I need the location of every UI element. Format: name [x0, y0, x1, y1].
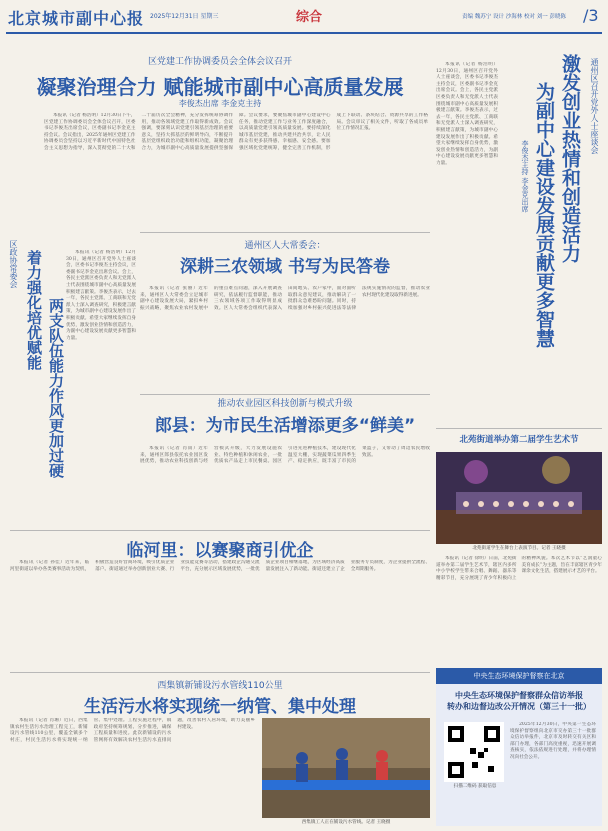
top-story-byline: 李俊杰出席 李金克主持	[178, 99, 262, 108]
music-story-body: 本报讯（记者 徐明）日前，北苑街道举办第二届学生艺术节，辖区内多所中小学校学生带来合唱、舞蹈、器乐等精彩节目，充分展现了青少年积极向上的精神风貌。本次艺术节以“艺润童心 美育成长”为主题，旨在丰富辖区青少年课余文化生活，搭建展示才艺的平台。	[436, 556, 602, 581]
feature-story-body: 本报讯（记者 肖雨）近年来，通州区郎县依托农业园区发展优势，推动农业科技创新与经营模式升级，大力发展设施农业、特色种植和休闲农业，一批优质农产品走上市民餐桌。园区引进先进种植技术，建设现代化温室大棚，实现蔬菜瓜果四季生产、稳定供应，既丰富了市民的菜篮子，又带动了周边农民增收致富。	[140, 446, 430, 465]
bottom-left-story-body: 本报讯（记者 孙佳）近年来，临河里街道以举办各类赛事活动为契机，积极营造良好营商环境，吸引优质企业落户。街道通过举办创新创业大赛、行业技能竞赛等活动，搭建政企沟通交流平台，充分展示区域发展优势，一批优质企业项目相继落地，为区域经济高质量发展注入了新动能。街道还建立了企业服务专员制度，为企业提供全流程、全周期服务。	[10, 560, 430, 572]
middle-story-kicker: 通州区人大常委会：	[244, 241, 326, 251]
right-story	[436, 40, 602, 430]
left-story	[6, 240, 66, 540]
promo-banner-text: 中央生态环境保护督察在北京	[473, 672, 565, 680]
water-story-headline: 生活污水将实现统一纳管、集中处理	[84, 697, 356, 717]
right-story-headline-1: 激发创业热情和创造活力	[559, 54, 581, 263]
right-story-headline-2: 为副中心建设发展贡献更多智慧	[533, 82, 555, 348]
water-story-kicker: 西集镇新铺设污水管线110公里	[157, 681, 283, 691]
issue-date: 2025年12月31日 星期三	[150, 13, 219, 20]
divider	[436, 428, 602, 429]
qr-code	[444, 722, 504, 782]
right-story-byline: 李俊杰主持 李金克出席	[521, 140, 529, 213]
middle-story-body: 本报讯（记者 张丽）近年来，通州区人大常委会立足城市副中心建设发展大局，紧扣乡村振兴战略，聚焦农业农村发展中的重点难点问题，深入开展调查研究，依法履行监督职能，推动三农领域各项工作取得明显成效。区人大常委会组织代表深入田间地头、农户家中，面对面听取群众意见建议，推动解决了一批群众急难愁盼问题。同时，持续加强对乡村振兴促进法等法律法规实施情况的监督，推动农业农村现代化建设取得新进展。	[140, 286, 430, 311]
water-story-photo	[262, 718, 430, 818]
pipe-laying-image	[262, 718, 430, 818]
divider	[140, 232, 430, 233]
promo-title-2: 转办和边督边改公开情况（第三十一批）	[447, 702, 591, 711]
water-story-caption: 西集镇工人正在铺设污水管线。记者 王晓摄	[301, 820, 391, 825]
right-story-body: 本报讯（记者 杨浩明）12月30日，通州区召开党外人士座谈会，区委书记李俊杰主持会议，区委副书记李金克出席会议。会上，各民主党派区委负责人和无党派人士代表围绕城市副中心高质量发展积极建言献策。李俊杰表示，过去一年，各民主党派、工商联和无党派人士深入调查研究，积极建言献策，为城市副中心建设发展作出了积极贡献。希望大家继续发挥自身优势，激发创业热情和创造活力，为副中心建设发展贡献更多智慧和力量。	[436, 62, 498, 166]
divider	[140, 394, 430, 395]
stage-performance-image	[436, 452, 602, 544]
editors-credit: 责编 魏苏宁 设计 沙海林 校对 刘一 彭晓陈	[462, 14, 566, 20]
promo-banner	[436, 668, 602, 684]
feature-story-headline: 郎县：为市民生活增添更多“鲜美”	[154, 416, 416, 436]
left-story-headline-2: 两支队伍能力作风更加过硬	[47, 298, 65, 478]
promo-title-1: 中央生态环境保护督察群众信访举报	[455, 691, 583, 700]
bottom-left-story-headline: 临河里：以赛聚商引优企	[126, 541, 314, 561]
qr-code-icon	[444, 722, 504, 782]
qr-label: 扫描二维码 获取信息	[453, 784, 497, 789]
music-story-caption: 北苑街道学生在舞台上表演节目。记者 王晓摄	[472, 546, 566, 551]
promo-body: 2025年12月30日，中央第一生态环境保护督察组向北京市交办第三十一批群众信访举报件，北京市及时转交有关区和部门办理，各部门高度重视，迅速开展调查核实，依法依规进行处理，并将办理情况向社会公开。	[510, 722, 596, 760]
top-story-headline: 凝聚治理合力 赋能城市副中心高质量发展	[36, 75, 404, 99]
divider	[10, 530, 430, 531]
masthead	[0, 0, 608, 40]
right-story-kicker: 通州区召开党外人士座谈会	[590, 58, 599, 154]
divider	[10, 672, 430, 673]
masthead-rule	[6, 32, 602, 34]
top-story-body: 本报讯（记者 杨浩明）12月30日下午，区党建工作协调委员会全体会议召开，区委书记李俊杰出席会议，区委副书记李金克主持会议。会议指出，2025年通州区党建工作协调委员会坚持以习近平新时代中国特色社会主义思想为指导，深入贯彻党的二十大和二十届历次全会精神，充分发挥统筹协调作用，推动各领域党建工作取得新成效。会议强调，要深刻认识党建引领基层治理的重要意义，坚持大抓基层的鲜明导向，不断提升基层党组织政治功能和组织功能，凝聚治理合力，为城市副中心高质量发展提供坚强保障。会议要求，要聚焦城市副中心建设中心任务，推动党建工作与业务工作深度融合，以高质量党建引领高质量发展。要持续深化城市基层党建，推动共建共治共享，让人民群众有更多获得感、幸福感、安全感。要加强区域化党建统筹，健全完善工作机制，形成上下联动、条块结合、资源共享的工作格局。会议审议了相关文件，听取了各成员单位工作情况汇报。	[44, 113, 428, 151]
music-story-photo	[436, 452, 602, 544]
promo-box	[436, 668, 602, 826]
water-story-body: 本报讯（记者 肖珊）近日，西集镇农村生活污水治理工程完工，新铺设污水管线110公里，覆盖全镇多个村庄，村民生活污水将实现统一纳管、集中处理。工程实施过程中，镇政府坚持统筹规划、分步推进，确保工程质量和进度。此次新铺设的污水管网将有效解决农村生活污水直排问题，改善农村人居环境，助力美丽乡村建设。	[10, 718, 255, 743]
feature-story-kicker: 推动农业园区科技创新与模式升级	[217, 399, 353, 409]
newspaper-logo: 北京城市副中心报	[8, 9, 145, 28]
left-story-headline-1: 着力强化培优赋能	[25, 250, 43, 370]
music-story-kicker: 北苑街道举办第二届学生艺术节	[459, 435, 579, 445]
left-story-kicker: 区政协常委会	[9, 240, 18, 288]
top-story-kicker: 区党建工作协调委员会全体会议召开	[147, 57, 292, 67]
section-name: 综合	[296, 10, 323, 25]
page-number: /3	[583, 6, 599, 25]
left-story-body: 本报讯（记者 杨浩明）12月30日，通州区召开党外人士座谈会，区委书记李俊杰主持会议，区委副书记李金克出席会议。会上，各民主党派区委负责人和无党派人士代表围绕城市副中心高质量发展积极建言献策。李俊杰表示，过去一年，各民主党派、工商联和无党派人士深入调查研究，积极建言献策，为城市副中心建设发展作出了积极贡献。希望大家继续发挥自身优势，激发创业热情和创造活力，为副中心建设发展贡献更多智慧和力量。	[66, 250, 136, 341]
middle-story-headline: 深耕三农领域 书写为民答卷	[180, 257, 390, 277]
